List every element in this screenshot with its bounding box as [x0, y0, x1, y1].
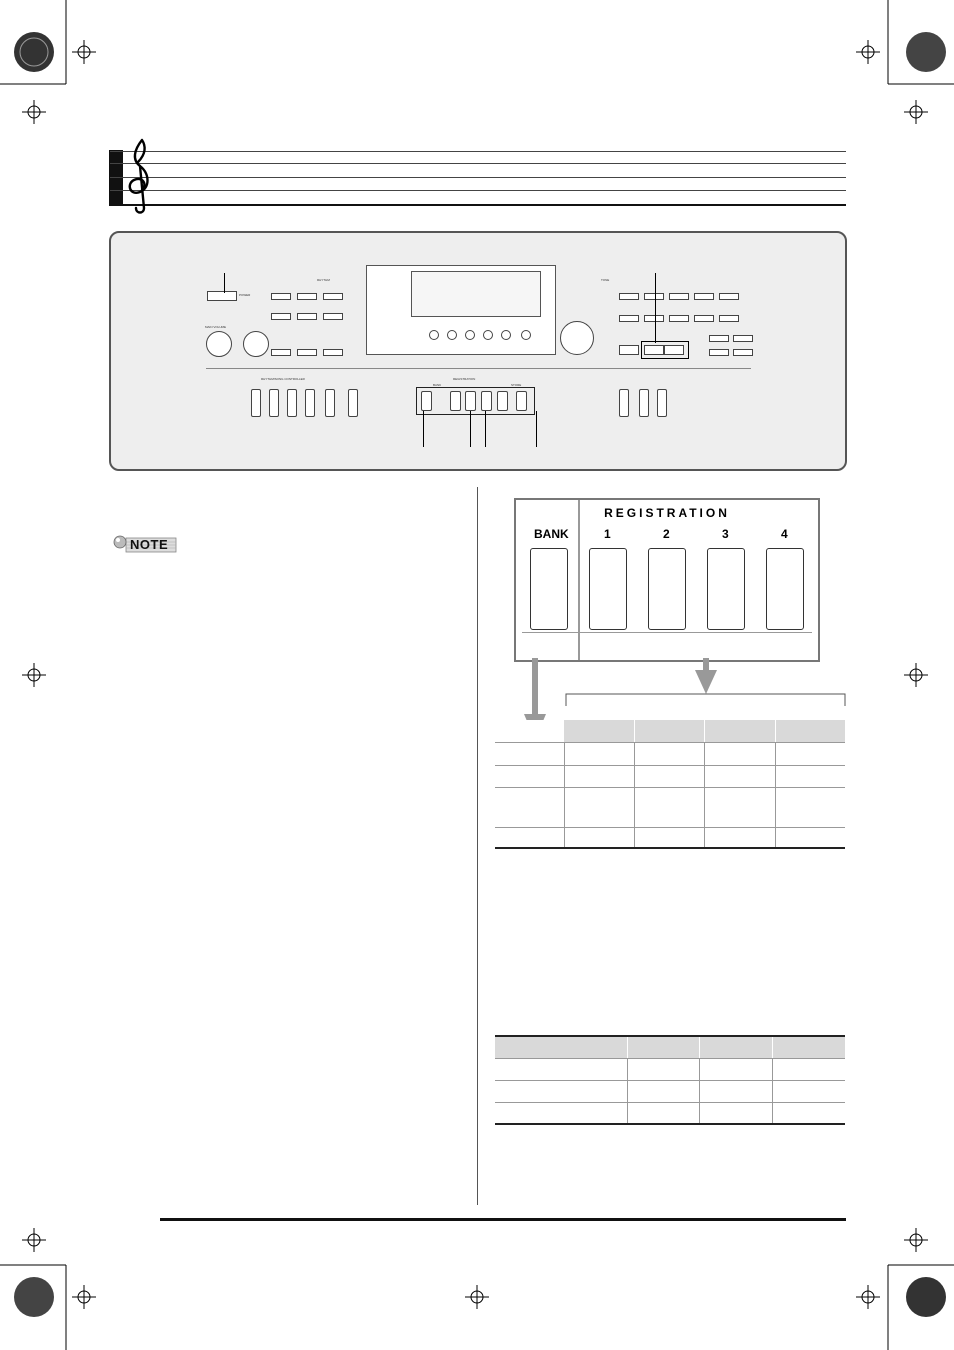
table-cell — [705, 765, 775, 787]
panel-pad — [325, 389, 335, 417]
bank-button-label: BANK — [534, 527, 569, 541]
highlight-box — [641, 341, 689, 359]
rhythm-song-controller-label: RHYTHM/SONG CONTROLLER — [261, 377, 305, 381]
panel-round-button — [447, 330, 457, 340]
main-volume-label: MAIN VOLUME — [205, 325, 227, 329]
registration-button-3-label: 3 — [722, 527, 729, 541]
panel-round-button — [429, 330, 439, 340]
panel-button — [694, 293, 714, 300]
panel-button — [669, 315, 689, 322]
table-row — [495, 827, 845, 848]
table-cell — [627, 1058, 700, 1080]
table-cell — [700, 1036, 773, 1058]
table-cell — [634, 827, 704, 848]
panel-pad — [287, 389, 297, 417]
bank-label: BANK — [433, 383, 442, 387]
panel-button — [297, 349, 317, 356]
table-cell — [627, 1036, 700, 1058]
column-divider — [477, 487, 478, 1205]
mic-volume-knob — [243, 331, 269, 357]
panel-round-button — [465, 330, 475, 340]
table-cell — [700, 1058, 773, 1080]
table-cell — [495, 787, 564, 827]
panel-button — [719, 315, 739, 322]
table-cell — [627, 1102, 700, 1124]
panel-button — [644, 293, 664, 300]
table-cell — [634, 765, 704, 787]
dial-knob — [560, 321, 594, 355]
callout-line — [470, 411, 471, 447]
panel-round-button — [521, 330, 531, 340]
table-cell — [634, 742, 704, 765]
table-cell — [775, 720, 845, 742]
table-cell — [564, 720, 634, 742]
callout-line — [655, 273, 656, 343]
table-row — [495, 765, 845, 787]
registration-title: REGISTRATION — [604, 506, 730, 520]
staff-line — [110, 177, 846, 178]
treble-clef-icon — [124, 136, 158, 216]
table-cell — [773, 1036, 845, 1058]
staff-line — [110, 190, 846, 191]
table-cell — [564, 765, 634, 787]
settings-table — [495, 1035, 845, 1125]
table-cell — [564, 787, 634, 827]
header-black-bar — [109, 150, 123, 206]
table-cell — [564, 827, 634, 848]
panel-button — [323, 313, 343, 320]
panel-pad — [348, 389, 358, 417]
panel-pad — [251, 389, 261, 417]
table-cell — [495, 765, 564, 787]
panel-button — [694, 315, 714, 322]
table-cell — [705, 720, 775, 742]
registration-pad — [497, 391, 508, 411]
table-cell — [775, 742, 845, 765]
bank-button — [530, 548, 568, 630]
panel-button — [709, 349, 729, 356]
table-cell — [775, 827, 845, 848]
panel-button — [271, 349, 291, 356]
closeup-baseline — [522, 632, 812, 633]
table-cell — [627, 1080, 700, 1102]
main-volume-knob — [206, 331, 232, 357]
registration-pad — [450, 391, 461, 411]
panel-pad — [639, 389, 649, 417]
registration-button-1-label: 1 — [604, 527, 611, 541]
note-label: NOTE — [130, 537, 169, 552]
panel-round-button — [483, 330, 493, 340]
registration-pad — [516, 391, 527, 411]
keyboard-panel-diagram — [109, 231, 847, 471]
callout-line — [485, 411, 486, 447]
panel-button — [619, 315, 639, 322]
table-cell — [634, 720, 704, 742]
registration-button-3 — [707, 548, 745, 630]
power-button-illustration — [207, 291, 237, 301]
panel-round-button — [501, 330, 511, 340]
registration-pad — [481, 391, 492, 411]
registration-button-4 — [766, 548, 804, 630]
table-cell — [495, 827, 564, 848]
registration-button-4-label: 4 — [781, 527, 788, 541]
table-row — [495, 1058, 845, 1080]
panel-button — [619, 293, 639, 300]
panel-divider — [206, 368, 751, 369]
panel-button — [733, 335, 753, 342]
panel-button — [733, 349, 753, 356]
lcd-screen — [411, 271, 541, 317]
panel-pad — [269, 389, 279, 417]
table-cell — [495, 1058, 627, 1080]
table-cell — [700, 1102, 773, 1124]
power-label: POWER — [239, 293, 251, 297]
panel-pad — [305, 389, 315, 417]
panel-button — [619, 345, 639, 355]
table-row — [495, 787, 845, 827]
registration-pad — [421, 391, 432, 411]
callout-line — [536, 411, 537, 447]
callout-line — [224, 273, 225, 293]
closeup-divider — [578, 500, 580, 660]
header-underline — [110, 204, 846, 206]
registration-label: REGISTRATION — [453, 377, 476, 381]
table-row — [495, 1102, 845, 1124]
panel-button — [297, 293, 317, 300]
table-cell — [495, 742, 564, 765]
table-cell — [634, 787, 704, 827]
tone-label: TONE — [601, 278, 610, 282]
table-cell — [705, 827, 775, 848]
staff-line — [110, 163, 846, 164]
table-row — [495, 742, 845, 765]
panel-pad — [619, 389, 629, 417]
panel-button — [709, 335, 729, 342]
registration-button-2 — [648, 548, 686, 630]
panel-pad — [657, 389, 667, 417]
panel-button — [323, 293, 343, 300]
table-cell — [773, 1058, 845, 1080]
registration-closeup — [514, 498, 820, 662]
table-cell — [775, 787, 845, 827]
table-cell — [700, 1080, 773, 1102]
table-cell — [705, 787, 775, 827]
rhythm-label: RHYTHM — [317, 278, 330, 282]
table-cell — [705, 742, 775, 765]
panel-button — [271, 313, 291, 320]
table-cell — [495, 720, 564, 742]
table-cell — [773, 1102, 845, 1124]
registration-button-2-label: 2 — [663, 527, 670, 541]
table-cell — [775, 765, 845, 787]
registration-pad — [465, 391, 476, 411]
panel-button — [644, 315, 664, 322]
table-cell — [495, 1080, 627, 1102]
footer-rule — [160, 1218, 846, 1221]
store-label: STORE — [511, 383, 522, 387]
panel-button — [719, 293, 739, 300]
panel-button — [297, 313, 317, 320]
table-cell — [564, 742, 634, 765]
table-cell — [495, 1102, 627, 1124]
staff-line — [110, 151, 846, 152]
panel-button — [669, 293, 689, 300]
table-cell — [495, 1036, 627, 1058]
registration-button-1 — [589, 548, 627, 630]
bank-area-table — [495, 720, 845, 849]
panel-button — [271, 293, 291, 300]
table-cell — [773, 1080, 845, 1102]
table-row — [495, 1080, 845, 1102]
callout-line — [423, 411, 424, 447]
panel-button — [323, 349, 343, 356]
